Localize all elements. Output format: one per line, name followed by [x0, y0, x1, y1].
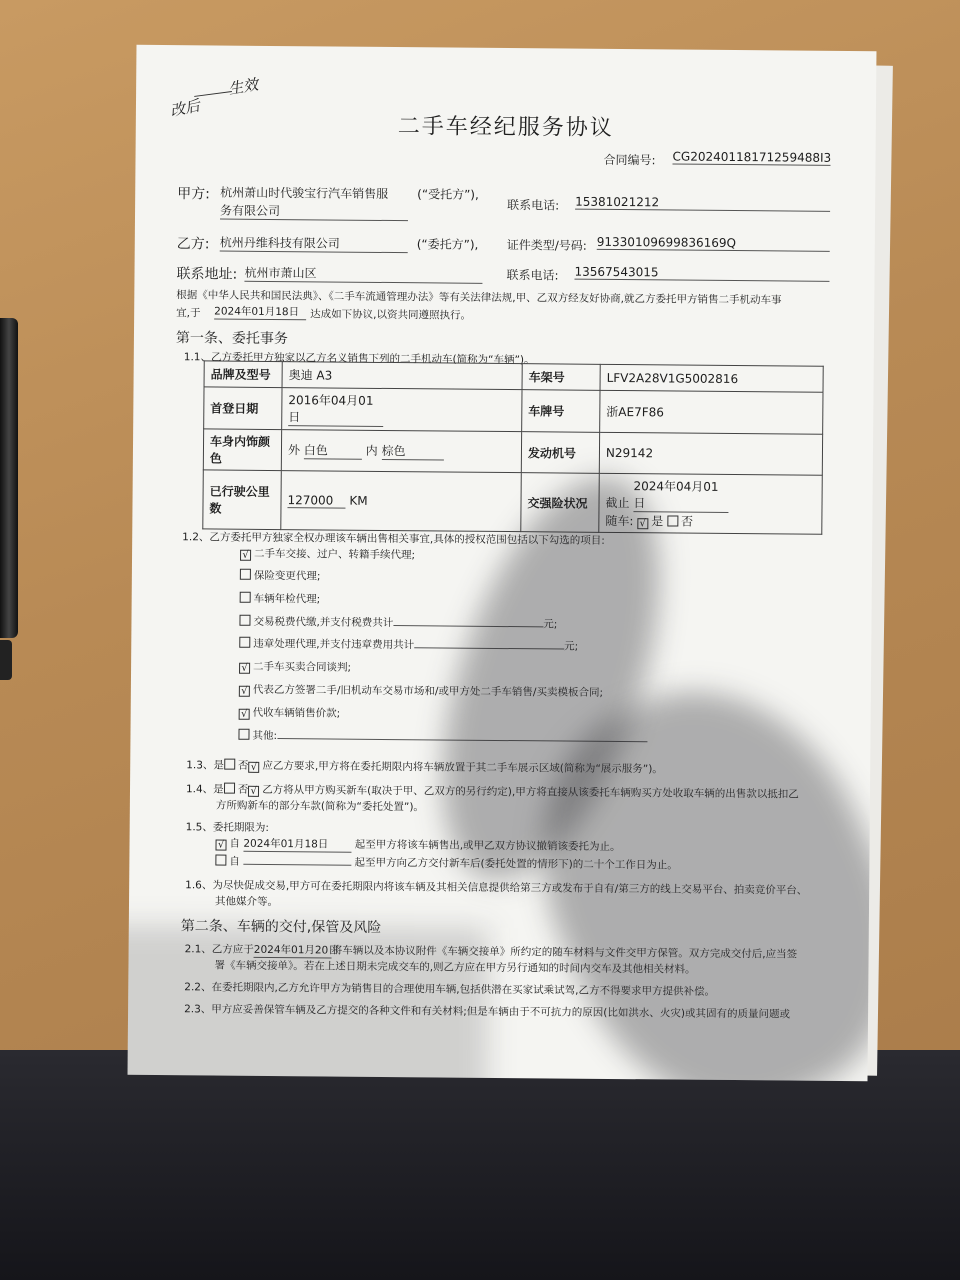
insurance-cell	[599, 473, 823, 534]
option-blank[interactable]	[393, 625, 543, 627]
party-a-phone: 15381021212	[575, 195, 830, 212]
color-label	[203, 429, 281, 471]
clause-1-6-2: 其他媒介等。	[214, 895, 279, 909]
term-1-from: 自	[229, 837, 241, 850]
reg-date-value: 2016年04月01日	[288, 391, 383, 427]
mileage-label	[203, 470, 282, 530]
mileage-unit: KM	[349, 493, 368, 508]
option-item	[240, 568, 321, 584]
table-row	[204, 387, 823, 434]
engine-label: 发动机号	[521, 432, 599, 474]
vin-label: 车架号	[522, 364, 600, 391]
party-a-name-line1: 杭州萧山时代骏宝行汽车销售服	[220, 185, 389, 201]
brand-value: 奥迪 A3	[282, 362, 522, 390]
party-a-phone-label: 联系电话:	[507, 198, 560, 213]
color-label-1: 车身内饰颜	[209, 434, 271, 449]
doc-title: 二手车经纪服务协议	[397, 114, 614, 141]
option-label: 二手车买卖合同谈判;	[253, 660, 352, 674]
insurance-no-label: 否	[681, 514, 694, 529]
option-item	[240, 546, 415, 563]
party-b-id: 91330109699836169Q	[597, 235, 830, 252]
option-checkbox[interactable]	[238, 729, 249, 740]
contract-paper	[128, 45, 877, 1081]
option-label: 二手车交接、过户、转籍手续代理;	[254, 547, 416, 562]
term-1-checkbox[interactable]: √	[215, 840, 226, 851]
exterior-color: 白色	[304, 441, 362, 460]
insurance-yes-label: 是	[651, 514, 664, 529]
insurance-with-label: 随车:	[605, 513, 634, 529]
vehicle-table	[202, 360, 823, 534]
clause-1-3-no: 否	[237, 759, 249, 772]
table-row	[203, 470, 822, 534]
insurance-until-label: 截止	[605, 495, 630, 511]
table-row	[203, 429, 822, 475]
option-label: 代收车辆销售价款;	[252, 706, 341, 720]
option-item	[238, 728, 647, 747]
option-item	[239, 614, 557, 632]
clause-1-3-no-checkbox[interactable]: √	[248, 762, 259, 773]
term-row-1	[215, 836, 620, 856]
pen-tip	[0, 640, 12, 680]
clause-1-6: 1.6、为尽快促成交易,甲方可在委托期限内将该车辆及其相关信息提供给第三方或发布于自有/第三方的线上交易平台、拍卖竞价平台、	[185, 879, 808, 897]
party-b-phone: 13567543015	[574, 265, 829, 282]
clause-1-5: 1.5、委托期限为:	[185, 821, 269, 834]
option-label: 代表乙方签署二手/旧机动车交易市场和/或甲方处二手车销售/买卖模板合同;	[252, 683, 604, 699]
pen	[0, 318, 18, 638]
clause-2-2: 2.2、在委托期限内,乙方允许甲方为销售目的合理使用车辆,包括供潜在买家试乘试驾,乙方不得要求甲方提供补偿。	[184, 981, 716, 998]
option-item	[239, 659, 351, 675]
mileage-value: 127000	[287, 493, 345, 509]
reg-date-label: 首登日期	[204, 387, 282, 430]
mileage-label-1: 已行驶公里	[209, 484, 270, 499]
option-checkbox[interactable]	[239, 615, 250, 626]
insurance-yes-checkbox[interactable]: √	[637, 518, 648, 529]
party-b-role: (“委托方”),	[416, 237, 479, 252]
clause-2-3: 2.3、甲方应妥善保管车辆及乙方提交的各种文件和有关材料;但是车辆由于不可抗力的原因(比如洪水、火灾)或其固有的质量问题或	[184, 1003, 791, 1021]
intro-line-1: 根据《中华人民共和国民法典》、《二手车流通管理办法》等有关法律法规,甲、乙双方经友好协商,就乙方委托甲方销售二手机动车事	[176, 289, 782, 307]
reg-date-cell	[282, 388, 522, 432]
term-2-blank	[243, 864, 351, 866]
insurance-until: 2024年04月01日	[633, 477, 728, 513]
party-a-label: 甲方:	[177, 186, 210, 203]
contract-no-label: 合同编号:	[603, 152, 656, 168]
option-checkbox[interactable]: √	[239, 686, 250, 697]
option-suffix: 元;	[543, 618, 558, 631]
clause-1-4-yes-checkbox[interactable]	[224, 783, 235, 794]
option-label: 保险变更代理;	[253, 569, 321, 583]
insurance-label: 交强险状况	[521, 473, 600, 533]
clause-1-4-yes: 1.4、是	[185, 783, 224, 796]
clause-1-4-text: 乙方将从甲方购买新车(取决于甲、乙双方的另行约定),甲方将直接从该委托车辆购买方处收取车辆的出售款以抵扣乙	[262, 783, 799, 801]
term-2-from: 自	[229, 855, 240, 868]
option-checkbox[interactable]	[240, 569, 251, 580]
contract-no: CG20240118171259488I3	[672, 149, 832, 165]
color-cell	[281, 430, 521, 473]
option-item	[239, 705, 341, 721]
option-item	[239, 682, 603, 700]
plate-label: 车牌号	[522, 390, 600, 433]
clause-2-1-2: 署《车辆交接单》。若在上述日期未完成交车的,则乙方应在甲方另行通知的时间内交车及其他相关材料。	[214, 959, 696, 976]
party-b-name: 杭州丹维科技有限公司	[220, 234, 408, 254]
option-suffix: 元;	[564, 640, 579, 653]
color-label-2: 色	[209, 451, 222, 466]
clause-2-1-text-a: 2.1、乙方应于	[184, 943, 254, 956]
clause-1-2: 1.2、乙方委托甲方独家全权办理该车辆出售相关事宜,具体的授权范围包括以下勾选的项目:	[182, 531, 605, 547]
party-a-name-line2: 务有限公司	[220, 202, 408, 222]
handwritten-note-2: 生效	[226, 75, 260, 99]
intro-date: 2024年01月18日	[214, 303, 306, 320]
clause-2-1-text-b: 将车辆以及本协议附件《车辆交接单》所约定的随车材料与文件交甲方保管。双方完成交付后,应当签	[331, 944, 798, 961]
option-checkbox[interactable]	[240, 592, 251, 603]
clause-1-4-no: 否	[237, 783, 249, 796]
mileage-cell	[281, 471, 522, 532]
term-1-date: 2024年01月18日	[243, 836, 351, 853]
address-label: 联系地址:	[176, 266, 238, 283]
mileage-label-2: 数	[209, 501, 222, 516]
option-item	[239, 636, 578, 654]
clause-1-3-yes-checkbox[interactable]	[224, 759, 235, 770]
plate-value: 浙AE7F86	[600, 390, 823, 434]
term-row-2	[215, 854, 678, 873]
option-blank[interactable]	[414, 647, 564, 649]
address: 杭州市萧山区	[244, 264, 482, 284]
section-1-heading: 第一条、委托事务	[175, 330, 289, 348]
option-checkbox[interactable]: √	[240, 550, 251, 561]
interior-color: 棕色	[381, 442, 443, 461]
clause-1-4-no-checkbox[interactable]: √	[248, 786, 259, 797]
clause-1-1: 1.1、乙方委托甲方独家以乙方名义销售下列的二手机动车(简称为“车辆”)。	[183, 351, 535, 367]
party-b-id-label: 证件类型/号码:	[506, 238, 587, 253]
option-checkbox[interactable]	[239, 637, 250, 648]
dark-clothing-area	[0, 1050, 960, 1280]
option-blank[interactable]	[277, 738, 647, 742]
party-b-label: 乙方:	[176, 236, 210, 253]
option-checkbox[interactable]: √	[239, 709, 250, 720]
intro-line-2a: 宜,于	[176, 307, 201, 320]
option-checkbox[interactable]: √	[239, 663, 250, 674]
section-2-heading: 第二条、车辆的交付,保管及风险	[180, 918, 382, 936]
option-label: 车辆年检代理;	[253, 592, 321, 606]
exterior-prefix: 外	[287, 443, 301, 458]
clause-2-1-date: 2024年01月20日	[253, 943, 339, 957]
vin-value: LFV2A28V1G5002816	[600, 364, 823, 392]
clause-1-3-text: 应乙方要求,甲方将在委托期限内将车辆放置于其二手车展示区域(简称为“展示服务”)。	[262, 759, 663, 776]
option-label: 其他:	[252, 729, 278, 743]
term-2-checkbox[interactable]	[215, 855, 226, 866]
handwritten-dash	[194, 91, 232, 97]
handwritten-note-1: 改后	[168, 96, 202, 121]
clause-1-3-yes: 1.3、是	[186, 759, 224, 772]
engine-value: N29142	[599, 432, 822, 475]
intro-line-2b: 达成如下协议,以资共同遵照执行。	[310, 308, 472, 322]
brand-label: 品牌及型号	[204, 361, 282, 388]
term-1-text: 起至甲方将该车辆售出,或甲乙双方协议撤销该委托为止。	[354, 838, 621, 854]
option-label: 交易税费代缴,并支付税费共计	[253, 615, 394, 630]
term-2-text: 起至甲方向乙方交付新车后(委托处置的情形下)的二十个工作日为止。	[354, 856, 678, 872]
clause-1-3	[186, 757, 663, 776]
clause-1-4-text-2: 方所购新车的部分车款(简称为“委托处置”)。	[215, 799, 424, 814]
option-label: 违章处理代理,并支付违章费用共计	[253, 637, 415, 652]
party-b-phone-label: 联系电话:	[506, 268, 559, 283]
insurance-no-checkbox[interactable]	[667, 515, 678, 526]
party-a-role: (“受托方”),	[417, 187, 479, 202]
option-item	[240, 591, 321, 607]
interior-prefix: 内	[365, 443, 378, 458]
